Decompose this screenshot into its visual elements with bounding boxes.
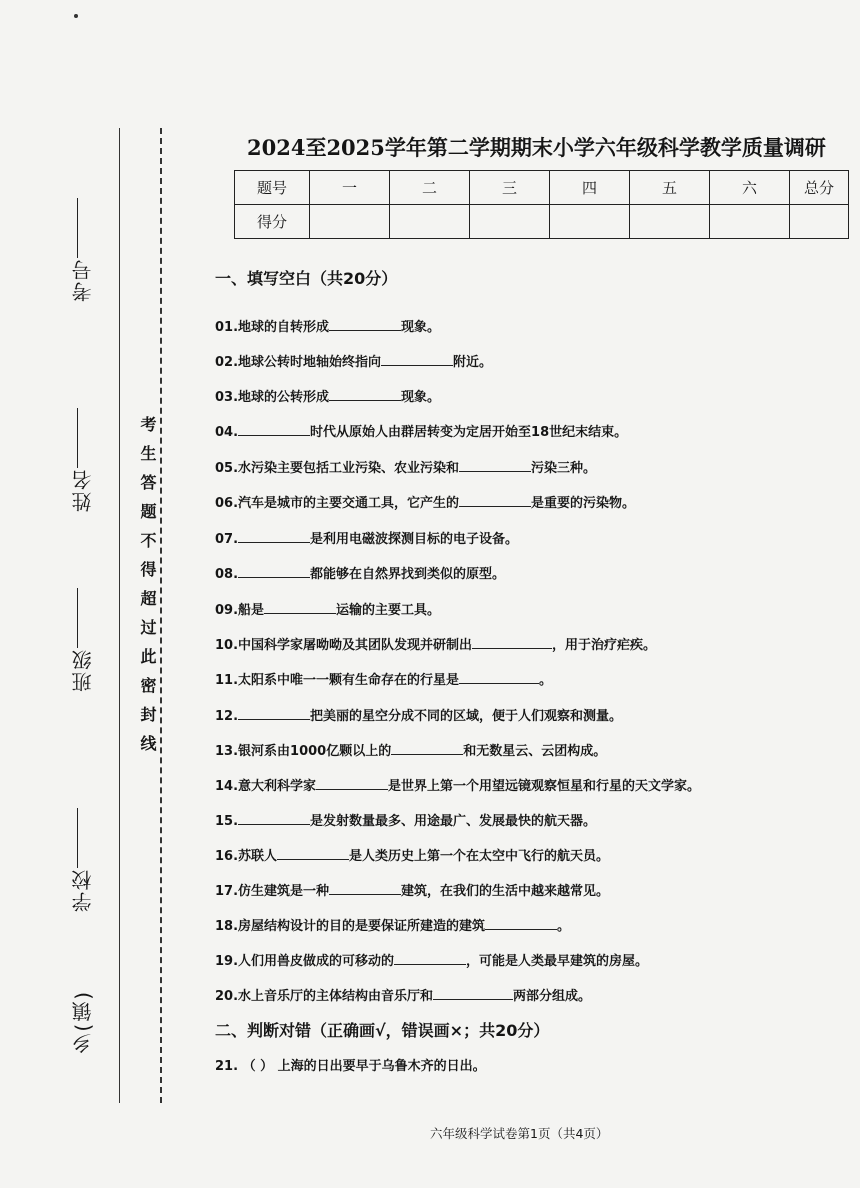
question-number: 03. — [215, 390, 239, 405]
question-text-before: 汽车是城市的主要交通工具，它产生的 — [238, 496, 460, 511]
answer-blank[interactable] — [238, 529, 310, 543]
score-header-cell: 题号 — [235, 171, 310, 205]
question-21 — [215, 1058, 486, 1076]
score-cell — [550, 205, 630, 239]
score-header-cell: 总分 — [790, 171, 849, 205]
question-text-after: 现象。 — [401, 320, 441, 335]
question-number: 04. — [215, 425, 239, 440]
question-text-before: 意大利科学家 — [238, 779, 317, 794]
question-number: 12. — [215, 709, 239, 724]
question-02 — [215, 352, 492, 372]
answer-bracket[interactable]: （ ） — [242, 1059, 274, 1074]
answer-blank[interactable] — [329, 317, 401, 331]
question-03 — [215, 387, 440, 407]
question-text-after: 。 — [557, 919, 571, 934]
question-16 — [215, 846, 609, 866]
field-exam-number: 考号 — [68, 190, 114, 302]
question-text-before: 仿生建筑是一种 — [238, 884, 330, 899]
question-number: 02. — [215, 355, 239, 370]
question-text-before: 地球公转时地轴始终指向 — [238, 355, 382, 370]
question-text-before: 房屋结构设计的目的是要保证所建造的建筑 — [238, 919, 486, 934]
score-cell — [310, 205, 390, 239]
question-text-after: 把美丽的星空分成不同的区域，便于人们观察和测量。 — [310, 709, 623, 724]
answer-blank[interactable] — [264, 600, 336, 614]
score-cell — [390, 205, 470, 239]
question-05 — [215, 458, 596, 478]
question-11 — [215, 670, 552, 690]
question-number: 18. — [215, 919, 239, 934]
binding-outer-line — [119, 128, 120, 1103]
question-number: 07. — [215, 532, 239, 547]
question-text-after: 附近。 — [453, 355, 493, 370]
question-06 — [215, 493, 635, 513]
answer-blank[interactable] — [238, 811, 310, 825]
question-text-after: ，可能是人类最早建筑的房屋。 — [466, 954, 649, 969]
question-12 — [215, 706, 622, 726]
score-header-cell: 三 — [470, 171, 550, 205]
question-number: 15. — [215, 814, 239, 829]
question-10 — [215, 635, 656, 655]
answer-blank[interactable] — [459, 670, 539, 684]
question-number: 05. — [215, 461, 239, 476]
question-text-after: 建筑，在我们的生活中越来越常见。 — [401, 884, 610, 899]
question-14 — [215, 776, 700, 796]
question-text-after: 是人类历史上第一个在太空中飞行的航天员。 — [349, 849, 610, 864]
score-header-row — [235, 171, 849, 205]
question-text-after: 和无数星云、云团构成。 — [463, 744, 607, 759]
field-township: 乡(镇) — [71, 990, 95, 1054]
question-text-after: 两部分组成。 — [513, 989, 592, 1004]
question-01 — [215, 317, 440, 337]
question-text-before: 水上音乐厅的主体结构由音乐厅和 — [238, 989, 434, 1004]
score-cell — [710, 205, 790, 239]
question-number: 09. — [215, 603, 239, 618]
section-title-fill-blank: 一、填写空白（共20分） — [215, 269, 398, 288]
question-19 — [215, 951, 648, 971]
score-cell — [630, 205, 710, 239]
answer-blank[interactable] — [277, 846, 349, 860]
question-number: 13. — [215, 744, 239, 759]
scan-speck — [74, 14, 78, 18]
answer-blank[interactable] — [472, 635, 552, 649]
score-table — [234, 170, 849, 239]
question-number: 11. — [215, 673, 239, 688]
score-row-label: 得分 — [235, 205, 310, 239]
question-text-after: ，用于治疗疟疾。 — [552, 638, 657, 653]
question-number: 08. — [215, 567, 239, 582]
question-text-after: 是发射数量最多、用途最广、发展最快的航天器。 — [310, 814, 597, 829]
question-text-before: 地球的公转形成 — [238, 390, 330, 405]
field-name: 姓名 — [68, 400, 114, 512]
answer-blank[interactable] — [433, 986, 513, 1000]
score-cell — [790, 205, 849, 239]
question-text-after: 都能够在自然界找到类似的原型。 — [310, 567, 506, 582]
score-cell — [470, 205, 550, 239]
question-text-after: 是利用电磁波探测目标的电子设备。 — [310, 532, 519, 547]
question-text-before: 银河系由1000亿颗以上的 — [238, 744, 392, 759]
score-header-cell: 五 — [630, 171, 710, 205]
answer-blank[interactable] — [459, 458, 531, 472]
answer-blank[interactable] — [381, 352, 453, 366]
question-17 — [215, 881, 609, 901]
score-header-cell: 六 — [710, 171, 790, 205]
question-text-before: 太阳系中唯一一颗有生命存在的行星是 — [238, 673, 460, 688]
answer-blank[interactable] — [391, 741, 463, 755]
answer-blank[interactable] — [459, 493, 531, 507]
question-text-before: 船是 — [238, 603, 265, 618]
question-number: 20. — [215, 989, 239, 1004]
question-text-before: 地球的自转形成 — [238, 320, 330, 335]
binding-seal-line — [160, 128, 162, 1103]
question-number: 16. — [215, 849, 239, 864]
answer-blank[interactable] — [238, 564, 310, 578]
question-text-before: 水污染主要包括工业污染、农业污染和 — [238, 461, 460, 476]
page-footer: 六年级科学试卷第1页（共4页） — [430, 1126, 609, 1141]
answer-blank[interactable] — [316, 776, 388, 790]
section-title-true-false: 二、判断对错（正确画√，错误画×；共20分） — [215, 1021, 550, 1040]
answer-blank[interactable] — [238, 706, 310, 720]
question-text-before: 中国科学家屠呦呦及其团队发现并研制出 — [238, 638, 473, 653]
answer-blank[interactable] — [238, 422, 310, 436]
answer-blank[interactable] — [329, 387, 401, 401]
question-number: 01. — [215, 320, 239, 335]
score-header-cell: 二 — [390, 171, 470, 205]
question-15 — [215, 811, 596, 831]
answer-blank[interactable] — [485, 916, 557, 930]
seal-line-notice: 考生答题不得超过此密封线 — [138, 416, 157, 764]
question-text-before: 人们用兽皮做成的可移动的 — [238, 954, 395, 969]
question-18 — [215, 916, 570, 936]
question-number: 10. — [215, 638, 239, 653]
question-number: 06. — [215, 496, 239, 511]
question-20 — [215, 986, 591, 1006]
question-text-after: 是重要的污染物。 — [531, 496, 636, 511]
answer-blank[interactable] — [329, 881, 401, 895]
question-08 — [215, 564, 505, 584]
score-header-cell: 一 — [310, 171, 390, 205]
question-text-after: 时代从原始人由群居转变为定居开始至18世纪末结束。 — [310, 425, 628, 440]
question-07 — [215, 529, 518, 549]
field-school: 学校 — [68, 800, 114, 912]
question-text-before: 苏联人 — [238, 849, 278, 864]
question-04 — [215, 422, 627, 442]
question-text-after: 现象。 — [401, 390, 441, 405]
question-text-after: 污染三种。 — [531, 461, 597, 476]
question-13 — [215, 741, 606, 761]
question-text-after: 。 — [539, 673, 553, 688]
field-class: 班级 — [68, 580, 114, 692]
score-header-cell: 四 — [550, 171, 630, 205]
question-number: 17. — [215, 884, 239, 899]
question-number: 14. — [215, 779, 239, 794]
question-text-after: 运输的主要工具。 — [336, 603, 441, 618]
question-number: 21. — [215, 1059, 239, 1074]
question-09 — [215, 600, 440, 620]
answer-blank[interactable] — [394, 951, 466, 965]
exam-title: 2024至2025学年第二学期期末小学六年级科学教学质量调研 — [247, 135, 826, 160]
score-value-row — [235, 205, 849, 239]
question-number: 19. — [215, 954, 239, 969]
question-text-after: 是世界上第一个用望远镜观察恒星和行星的天文学家。 — [388, 779, 701, 794]
question-text: 上海的日出要早于乌鲁木齐的日出。 — [277, 1059, 486, 1074]
